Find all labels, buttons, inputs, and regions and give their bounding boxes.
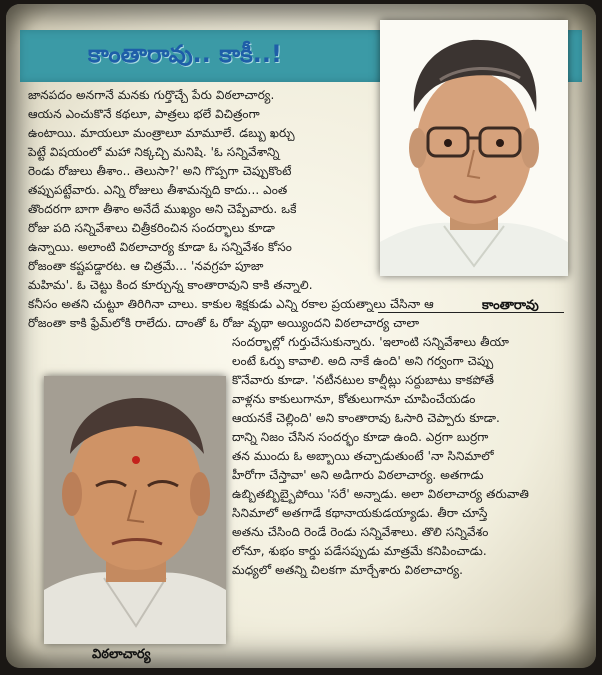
article-line: లోనూ, శుభం కార్డు పడేసప్పుడు మాత్రమే కనిపించాడు. bbox=[232, 544, 487, 558]
article-line: సినిమాలో అతగాడే కథానాయకుడయ్యాడు. తీరా చూస్తే bbox=[232, 506, 488, 520]
article-line: కనీసం అతని చుట్టూ తిరిగినా చాలు. కాకుల శిక్షకుడు ఎన్ని రకాల ప్రయత్నాలు చేసినా ఆ bbox=[28, 297, 434, 311]
article-line: ఆయనకే చెల్లింది' అని కాంతారావు ఓసారి చెప్పారు కూడా. bbox=[232, 411, 500, 425]
article-line: హీరోగా చేస్తావా' అని అడిగారు విఠలాచార్య. అతగాడు bbox=[232, 468, 484, 482]
article-line: సందర్భాల్లో గుర్తుచేసుకున్నారు. 'ఇలాంటి సన్నివేశాలు తీయా bbox=[232, 335, 509, 349]
article-line: రోజు పది సన్నివేశాలు చిత్రీకరించిన సందర్భాలు కూడా bbox=[28, 221, 275, 235]
article-line: జానపదం అనగానే మనకు గుర్తొచ్చే పేరు విఠలాచార్య. bbox=[28, 88, 275, 102]
kantharao-caption: కాంతారావు bbox=[482, 298, 539, 313]
article-line: మధ్యలో అతన్ని చిలకగా మార్చేశారు విఠలాచార్య. bbox=[232, 563, 464, 577]
vittalacharya-caption: విఠలాచార్య bbox=[92, 647, 151, 662]
vittalacharya-photo bbox=[44, 376, 226, 644]
article-line: వాళ్లను కాకులుగానూ, కోతులుగానూ చూపించేయడం bbox=[232, 392, 476, 406]
article-line: తన ముందు ఓ అబ్బాయి తచ్చాడుతుంటే 'నా సినిమాలో bbox=[232, 449, 494, 463]
article-line: పెట్టే విషయంలో మహా నిక్కచ్చి మనిషి. 'ఓ సన్నివేశాన్ని bbox=[28, 145, 280, 159]
article-line: తొందరగా బాగా తీశాం అనేదే ముఖ్యం అని చెప్పేవారు. ఒకే bbox=[28, 202, 297, 216]
article-line: రెండు రోజులు తీశాం.. తెలుసా?' అని గొప్పగా చెప్పుకొంటే bbox=[28, 164, 292, 178]
article-line: మహిమ'. ఓ చెట్టు కింద కూర్చున్న కాంతారావుని కాకి తన్నాలి. bbox=[28, 278, 313, 292]
kantharao-portrait-illustration bbox=[380, 20, 568, 276]
article-line: రోజంతా కష్టపడ్డారట. ఆ చిత్రమే... 'నవగ్రహ పూజా bbox=[28, 259, 264, 273]
article-line: లంటే ఓర్పు కావాలి. అది నాకే ఉంది' అని గర్వంగా చెప్పు bbox=[232, 354, 494, 368]
article-line: ఆయన ఎంచుకొనే కథలూ, పాత్రలు భలే విచిత్రంగా bbox=[28, 107, 260, 121]
article-line: కొనేవారు కూడా. 'నటీనటుల కాల్షీట్లు సర్దుబాటు కాకపోతే bbox=[232, 373, 495, 387]
article-line: అతను చేసింది రెండే రెండు సన్నివేశాలు. తొలి సన్నివేశం bbox=[232, 525, 489, 539]
article-line: ఉంటాయి. మాయలూ మంత్రాలూ మామూలే. డబ్బు ఖర్చు bbox=[28, 126, 295, 140]
article-line: ఉబ్బితబ్బిబ్బైపోయి 'సరే' అన్నాడు. అలా విఠలాచార్య తరువాతి bbox=[232, 487, 530, 501]
article-card bbox=[6, 4, 596, 668]
article-line: తప్పుపట్టేవారు. ఎన్ని రోజులు తీశామన్నది కాదు... ఎంత bbox=[28, 183, 288, 197]
kantharao-photo bbox=[380, 20, 568, 276]
article-title: కాంతారావు.. కాకీ..! bbox=[88, 40, 282, 68]
article-line: ఉన్నాయి. అలాంటి విఠలాచార్య కూడా ఓ సన్నివేశం కోసం bbox=[28, 240, 292, 254]
article-line: దాన్ని నిజం చేసిన సందర్భం కూడా ఉంది. ఎర్రగా బుర్రగా bbox=[232, 430, 489, 444]
article-line: రోజంతా కాకి ఫ్రేమ్‌లోకి రాలేదు. దాంతో ఓ రోజు వృథా అయ్యిందని విఠలాచార్య చాలా bbox=[28, 316, 420, 330]
vittalacharya-portrait-illustration bbox=[44, 376, 226, 644]
